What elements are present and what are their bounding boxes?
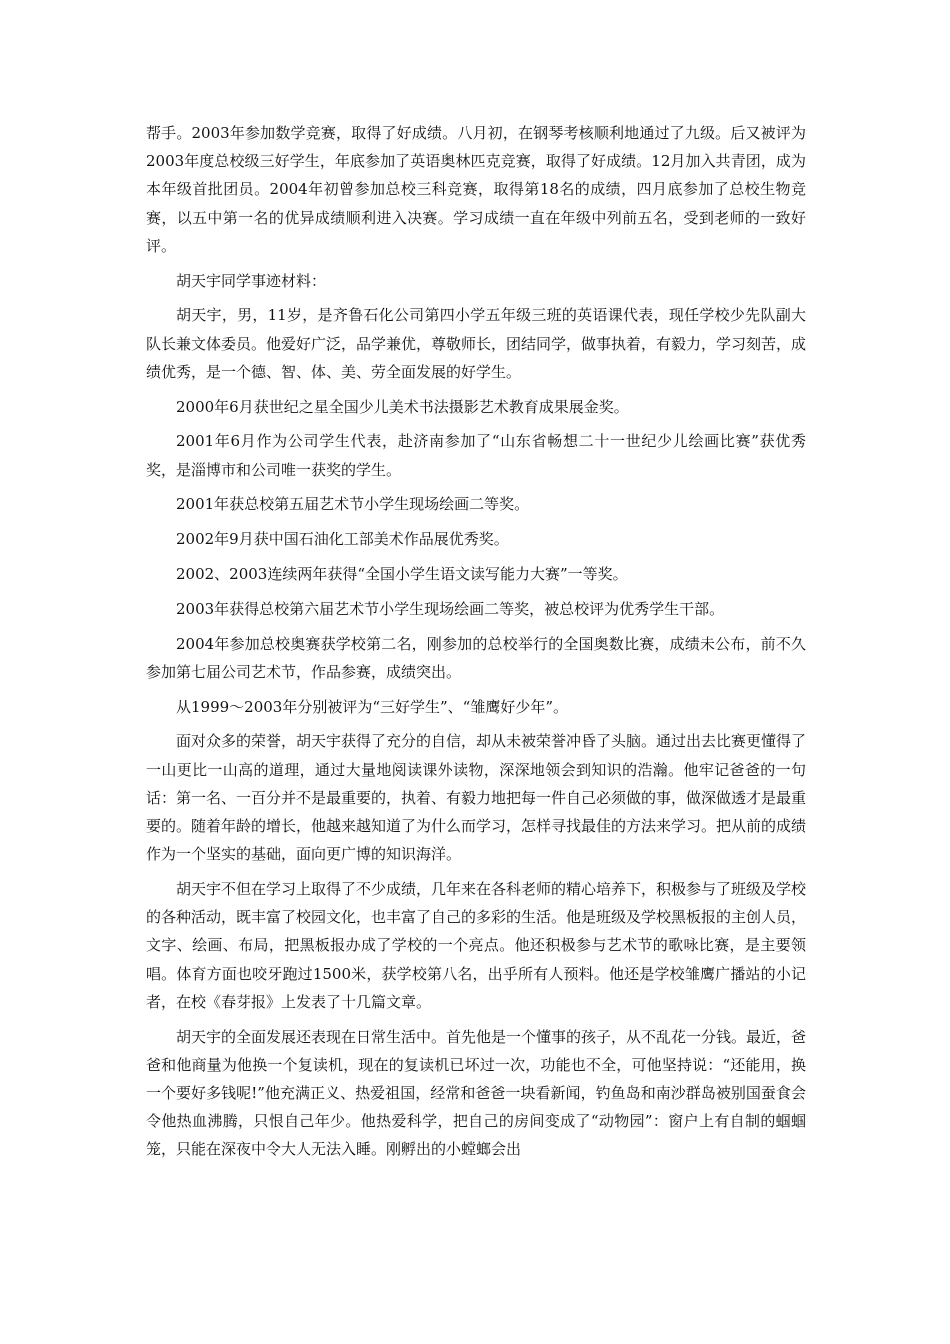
paragraph-intro: 胡天宇，男，11岁，是齐鲁石化公司第四小学五年级三班的英语课代表，现任学校少先队副大队长兼文体委员。他爱好广泛，品学兼优，尊敬师长，团结同学，做事执着，有毅力，学习刻苦，成绩优秀，是一个德、智、体、美、劳全面发展的好学生。 bbox=[146, 306, 807, 381]
paragraph-body: 胡天宇不但在学习上取得了不少成绩，几年来在各科老师的精心培养下，积极参与了班级及学校的各种活动，既丰富了校园文化，也丰富了自己的多彩的生活。他是班级及学校黑板报的主创人员，文字、绘画、布局，把黑板报办成了学校的一个亮点。他还积极参与艺术节的歌咏比赛，是主要领唱。体育方面也咬牙跑过1500米，获学校第八名，出乎所有人预料。他还是学校雏鹰广播站的小记者，在校《春芽报》上发表了十几篇文章。 bbox=[146, 880, 807, 1011]
award-item: 2001年获总校第五届艺术节小学生现场绘画二等奖。 bbox=[176, 495, 530, 514]
paragraph-body: 胡天宇的全面发展还表现在日常生活中。首先他是一个懂事的孩子，从不乱花一分钱。最近，爸爸和他商量为他换一个复读机，现在的复读机已坏过一次，功能也不全，可他坚持说：“还能用，换一个要好多钱呢!”他充满正义、热爱祖国，经常和爸爸一块看新闻，钓鱼岛和南沙群岛被别国蚕食会令他热血沸腾，只恨自己年少。他热爱科学，把自己的房间变成了“动物园”：窗户上有自制的蝈蝈笼，只能在深夜中令大人无法入睡。刚孵出的小螳螂会出 bbox=[146, 1027, 807, 1159]
paragraph-continuation: 帮手。2003年参加数学竞赛，取得了好成绩。八月初，在钢琴考核顺利地通过了九级。后又被评为2003年度总校级三好学生，年底参加了英语奥林匹克竞赛，取得了好成绩。12月加入共青团，成为本年级首批团员。2004年初曾参加总校三科竞赛，取得第18名的成绩，四月底参加了总校生物竞赛，以五中第一名的优异成绩顺利进入决赛。学习成绩一直在年级中列前五名，受到老师的一致好评。 bbox=[146, 124, 806, 255]
award-item: 2001年6月作为公司学生代表，赴济南参加了“山东省畅想二十一世纪少儿绘画比赛”获优秀奖，是淄博市和公司唯一获奖的学生。 bbox=[146, 432, 806, 479]
award-item: 2004年参加总校奥赛获学校第二名，刚参加的总校举行的全国奥数比赛，成绩未公布，前不久参加第七届公司艺术节，作品参赛，成绩突出。 bbox=[146, 634, 806, 681]
award-item: 2002年9月获中国石油化工部美术作品展优秀奖。 bbox=[176, 530, 509, 549]
award-item: 从1999～2003年分别被评为“三好学生”、“雏鹰好少年”。 bbox=[176, 697, 569, 716]
award-item: 2003年获得总校第六届艺术节小学生现场绘画二等奖，被总校评为优秀学生干部。 bbox=[176, 599, 725, 618]
section-heading: 胡天宇同学事迹材料： bbox=[176, 271, 327, 290]
paragraph-body: 面对众多的荣誉，胡天宇获得了充分的自信，却从未被荣誉冲昏了头脑。通过出去比赛更懂得了一山更比一山高的道理，通过大量地阅读课外读物，深深地领会到知识的浩瀚。他牢记爸爸的一句话：第一名、一百分并不是最重要的，执着、有毅力地把每一件自己必须做的事，做深做透才是最重要的。随着年龄的增长，他越来越知道了为什么而学习，怎样寻找最佳的方法来学习。把从前的成绩作为一个坚实的基础，面向更广博的知识海洋。 bbox=[146, 732, 807, 864]
award-item: 2000年6月获世纪之星全国少儿美术书法摄影艺术教育成果展金奖。 bbox=[176, 397, 629, 416]
document-body bbox=[146, 119, 806, 1170]
award-item: 2002、2003连续两年获得“全国小学生语文读写能力大赛”一等奖。 bbox=[176, 565, 628, 583]
